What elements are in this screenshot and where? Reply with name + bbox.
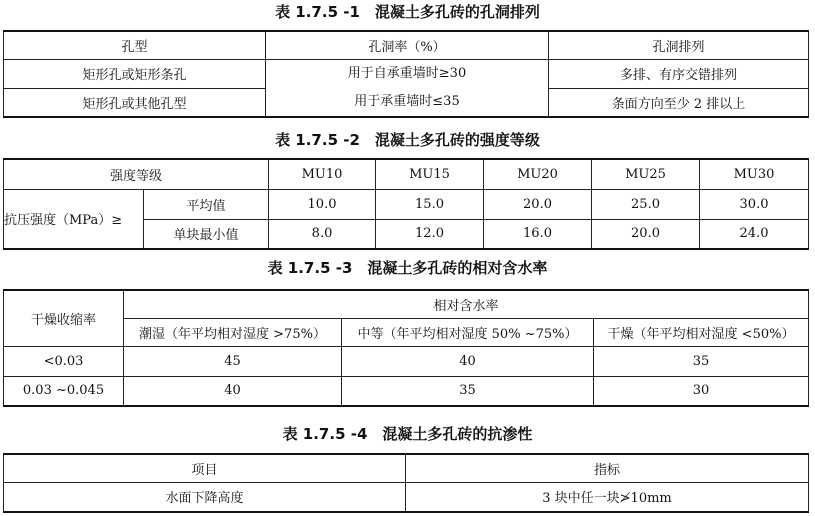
table1-rate-line2: 用于承重墙时≤35 [354, 93, 460, 109]
table3-subheader-dry: 干燥（年平均相对湿度 <50%） [594, 318, 809, 346]
table1-header-type: 孔型 [4, 31, 266, 59]
table2-grade-mu15: MU15 [376, 159, 484, 189]
table3-row1-value-2: 40 [342, 346, 594, 376]
table1-rate-cell [266, 59, 549, 117]
table1-row1-type: 矩形孔或矩形条孔 [4, 59, 266, 88]
table2-row2-label: 单块最小值 [144, 219, 269, 249]
table2 [3, 158, 809, 250]
table1-row2-type: 矩形孔或其他孔型 [4, 88, 266, 117]
table3-row1-label: <0.03 [4, 346, 124, 376]
table3-row2-value-1: 40 [124, 376, 342, 406]
table3-row2-value-3: 30 [594, 376, 809, 406]
table4-row-item: 水面下降高度 [4, 482, 406, 512]
table1-row1-arrangement: 多排、有序交错排列 [549, 59, 809, 88]
table2-title: 表 1.7.5 -2 混凝土多孔砖的强度等级 [275, 131, 540, 149]
table3-row2-label: 0.03 ~0.045 [4, 376, 124, 406]
table2-row1-value-3: 20.0 [484, 189, 592, 219]
table2-row1-value-2: 15.0 [376, 189, 484, 219]
table3-subheader-medium: 中等（年平均相对湿度 50% ~75%） [342, 318, 594, 346]
table4-title: 表 1.7.5 -4 混凝土多孔砖的抗渗性 [282, 425, 533, 443]
table1-header-rate: 孔洞率（%） [266, 31, 549, 59]
table3-row1-value-1: 45 [124, 346, 342, 376]
table2-grade-header: 强度等级 [4, 159, 269, 189]
table3-subheader-humid: 潮湿（年平均相对湿度 >75%） [124, 318, 342, 346]
table3-row1-value-3: 35 [594, 346, 809, 376]
table4-row-value: 3 块中任一块≯10mm [406, 482, 809, 512]
table3-group-header: 相对含水率 [124, 290, 809, 318]
table2-grade-mu25: MU25 [592, 159, 700, 189]
table2-row2-value-3: 16.0 [484, 219, 592, 249]
table2-row1-value-5: 30.0 [700, 189, 809, 219]
table2-row2-value-1: 8.0 [269, 219, 376, 249]
table4-header-item: 项目 [4, 454, 406, 482]
table2-row2-value-5: 24.0 [700, 219, 809, 249]
table1-row2-arrangement: 条面方向至少 2 排以上 [549, 88, 809, 117]
table1 [3, 30, 809, 118]
table1-rate-line1: 用于自承重墙时≥30 [347, 65, 467, 81]
table4-header-value: 指标 [406, 454, 809, 482]
table2-param-label: 抗压强度（MPa）≥ [4, 189, 144, 249]
table2-row1-value-4: 25.0 [592, 189, 700, 219]
table3 [3, 289, 809, 407]
table2-grade-mu30: MU30 [700, 159, 809, 189]
table2-row1-label: 平均值 [144, 189, 269, 219]
table3-row-header: 干燥收缩率 [4, 290, 124, 346]
table2-row1-value-1: 10.0 [269, 189, 376, 219]
table1-title: 表 1.7.5 -1 混凝土多孔砖的孔洞排列 [275, 3, 540, 21]
table1-header-arrangement: 孔洞排列 [549, 31, 809, 59]
table2-grade-mu10: MU10 [269, 159, 376, 189]
table3-row2-value-2: 35 [342, 376, 594, 406]
table3-title: 表 1.7.5 -3 混凝土多孔砖的相对含水率 [267, 259, 548, 277]
table2-row2-value-2: 12.0 [376, 219, 484, 249]
table2-grade-mu20: MU20 [484, 159, 592, 189]
table2-row2-value-4: 20.0 [592, 219, 700, 249]
table4 [3, 453, 809, 513]
